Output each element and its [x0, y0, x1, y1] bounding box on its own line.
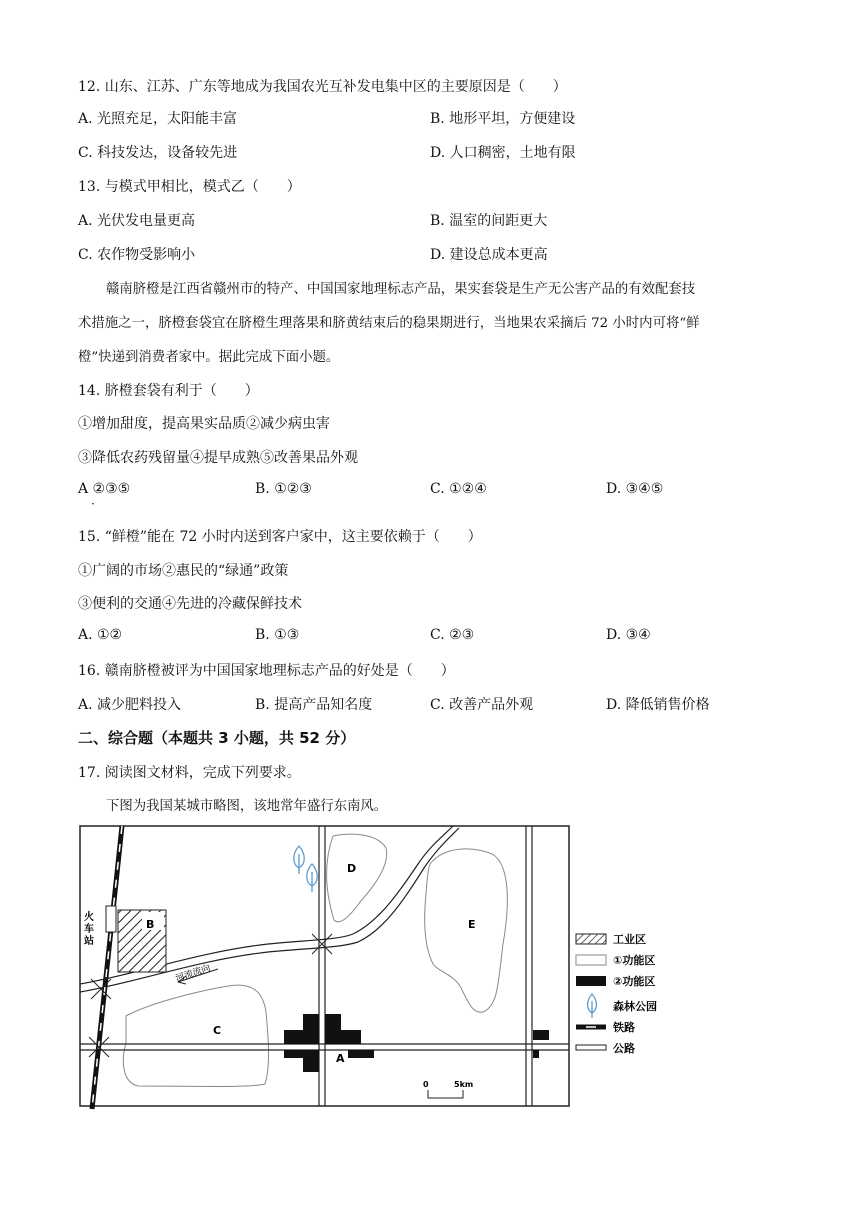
station-label [84, 910, 94, 947]
river-label: 河流流向 [174, 963, 212, 985]
q13-option-a: A. 光伏发电量更高 [78, 213, 196, 229]
q14-stem: 14. 脐橙套袋有利于（ ） [78, 383, 259, 399]
q16-option-b: B. 提高产品知名度 [255, 697, 373, 713]
legend-zone2: ②功能区 [613, 975, 656, 988]
svg-text:站: 站 [84, 936, 94, 947]
q16-option-d: D. 降低销售价格 [606, 697, 710, 713]
q16-stem: 16. 赣南脐橙被评为中国国家地理标志产品的好处是（ ） [78, 663, 455, 679]
stray-dot: · [91, 497, 95, 511]
q16-option-c: C. 改善产品外观 [430, 697, 534, 713]
city-map [78, 824, 678, 1114]
q14-option-a: A ②③⑤ [78, 481, 131, 497]
q13-option-c: C. 农作物受影响小 [78, 247, 196, 263]
q15-item-1: ①广阔的市场②惠民的“绿通”政策 [78, 563, 289, 579]
zone-label-b: B [146, 918, 155, 931]
q14-option-c: C. ①②④ [430, 481, 487, 497]
q16-option-a: A. 减少肥料投入 [78, 697, 182, 713]
q17-intro: 下图为我国某城市略图，该地常年盛行东南风。 [106, 799, 388, 814]
section-2-title: 二、综合题（本题共 3 小题，共 52 分） [78, 729, 356, 747]
q14-option-b: B. ①②③ [255, 481, 312, 497]
svg-text:0: 0 [423, 1080, 429, 1089]
map-legend [576, 932, 657, 1055]
q12-option-a: A. 光照充足，太阳能丰富 [78, 111, 238, 127]
q12-option-c: C. 科技发达，设备较先进 [78, 145, 238, 161]
legend-zone1: ①功能区 [613, 954, 656, 967]
q15-item-2: ③便利的交通④先进的冷藏保鲜技术 [78, 596, 302, 612]
legend-railway: 铁路 [613, 1021, 635, 1034]
zone-label-d: D [347, 862, 357, 875]
q15-option-b: B. ①③ [255, 627, 300, 643]
q17-stem: 17. 阅读图文材料，完成下列要求。 [78, 765, 301, 781]
q13-stem: 13. 与模式甲相比，模式乙（ ） [78, 179, 301, 195]
q14-option-d: D. ③④⑤ [606, 481, 664, 497]
q13-option-d: D. 建设总成本更高 [430, 247, 548, 263]
legend-road: 公路 [613, 1042, 635, 1055]
q15-stem: 15. “鲜橙”能在 72 小时内送到客户家中，这主要依赖于（ ） [78, 529, 482, 545]
zone-label-a: A [336, 1052, 345, 1065]
q12-option-b: B. 地形平坦，方便建设 [430, 111, 576, 127]
q14-item-2: ③降低农药残留量④提早成熟⑤改善果品外观 [78, 450, 358, 466]
q13-option-b: B. 温室的间距更大 [430, 213, 548, 229]
q15-option-d: D. ③④ [606, 627, 651, 643]
train-station [106, 906, 116, 932]
svg-text:5km: 5km [454, 1080, 474, 1089]
legend-zone1-swatch [576, 955, 606, 965]
passage-line-3: 橙”快递到消费者家中。据此完成下面小题。 [78, 350, 340, 365]
legend-zone2-swatch [576, 976, 606, 986]
passage-line-2: 术措施之一，脐橙套袋宜在脐橙生理落果和脐黄结束后的稳果期进行，当地果农采摘后 72 小时内可将“鲜 [78, 316, 700, 331]
legend-industrial: 工业区 [613, 933, 646, 946]
q15-option-a: A. ①② [78, 627, 123, 643]
q12-option-d: D. 人口稠密，土地有限 [430, 145, 576, 161]
legend-park-icon [588, 994, 597, 1018]
legend-road-swatch [576, 1045, 606, 1050]
passage-line-1: 赣南脐橙是江西省赣州市的特产、中国国家地理标志产品，果实套袋是生产无公害产品的有效配套技 [106, 282, 696, 297]
legend-park: 森林公园 [613, 1000, 657, 1013]
svg-text:车: 车 [84, 924, 94, 935]
q12-stem: 12. 山东、江苏、广东等地成为我国农光互补发电集中区的主要原因是（ ） [78, 79, 567, 95]
zone-label-e: E [468, 918, 476, 931]
zone-label-c: C [213, 1024, 222, 1037]
legend-industrial-swatch [576, 934, 606, 944]
svg-text:火: 火 [84, 912, 94, 923]
q14-item-1: ①增加甜度，提高果实品质②减少病虫害 [78, 416, 330, 432]
q15-option-c: C. ②③ [430, 627, 475, 643]
